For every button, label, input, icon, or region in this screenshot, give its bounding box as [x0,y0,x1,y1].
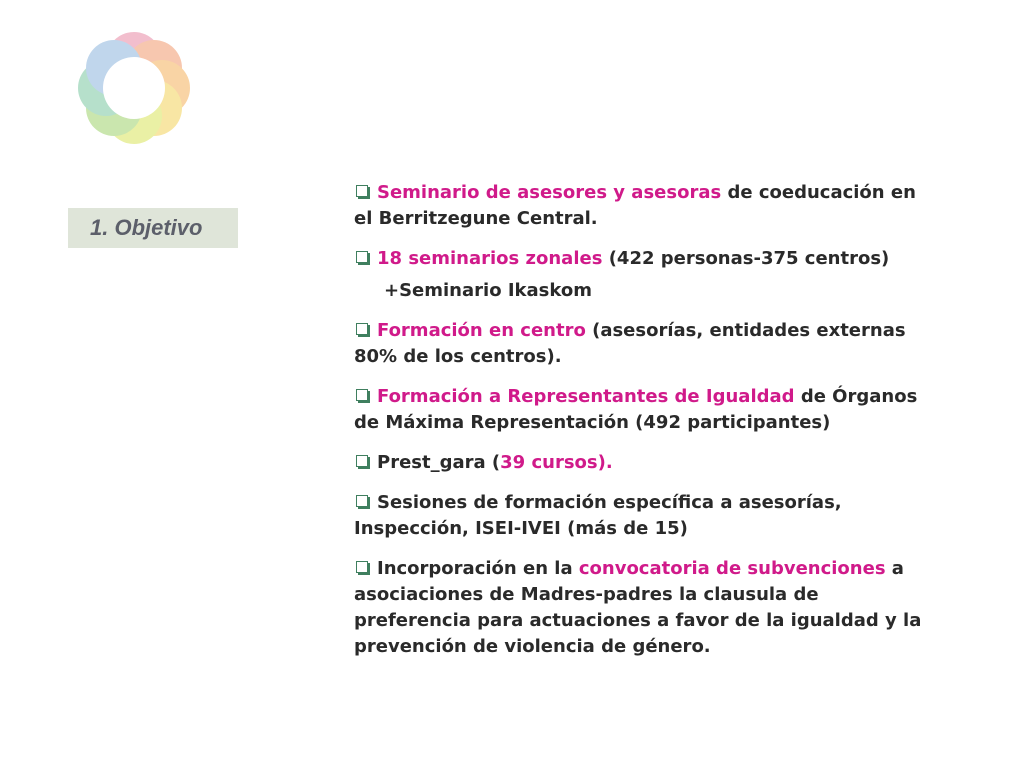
list-item [354,318,934,370]
item-text: de Órganos de Máxima Representación (492 participantes) [354,386,918,433]
item-text: (asesorías, entidades externas 80% de los centros). [354,320,906,367]
bullet-list [354,180,934,674]
checkbox-bullet-icon [356,561,368,573]
checkbox-bullet-icon [356,251,368,263]
checkbox-bullet-icon [356,455,368,467]
item-text: Incorporación en la [377,558,579,579]
list-item [354,384,934,436]
checkbox-bullet-icon [356,389,368,401]
item-text: a asociaciones de Madres-padres la clausula de preferencia para actuaciones a favor de la igualdad y la prevención de violencia de género. [354,558,922,657]
item-highlight: 18 seminarios zonales [377,248,603,269]
list-item-continuation [354,278,934,304]
list-item [354,556,934,660]
list-item [354,490,934,542]
item-highlight: Seminario de asesores y asesoras [377,182,722,203]
item-text: de coeducación en el Berritzegune Central. [354,182,916,229]
list-item [354,180,934,232]
item-highlight: Formación en centro [377,320,586,341]
item-highlight: convocatoria de subvenciones [578,558,886,579]
item-highlight: 39 cursos). [500,452,613,473]
item-highlight: Formación a Representantes de Igualdad [377,386,795,407]
list-item [354,246,934,272]
checkbox-bullet-icon [356,185,368,197]
item-text: Sesiones de formación específica a asesorías, Inspección, ISEI-IVEI (más de 15) [354,492,842,539]
item-text: (422 personas-375 centros) [602,248,890,269]
list-item [354,450,934,476]
checkbox-bullet-icon [356,495,368,507]
section-label [68,208,238,248]
color-ring-logo-icon [70,24,198,152]
item-text: Prest_gara ( [377,452,501,473]
checkbox-bullet-icon [356,323,368,335]
section-label-text: 1. Objetivo [90,215,203,240]
item-text: +Seminario Ikaskom [384,280,592,301]
